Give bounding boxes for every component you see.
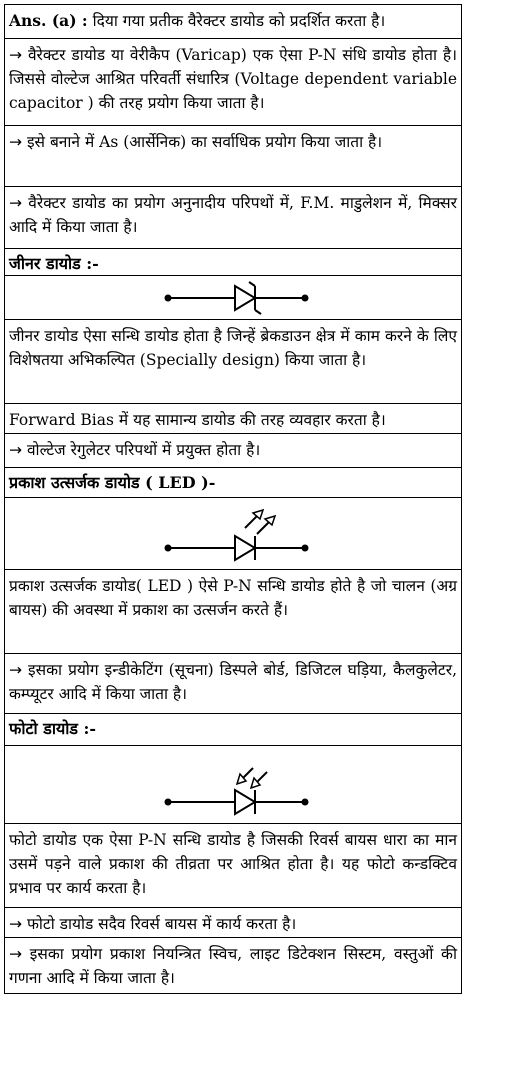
photo-heading: फोटो डायोड :- (9, 719, 97, 738)
led-heading-row (5, 467, 461, 496)
varactor-para-2 (9, 130, 457, 154)
arrow-icon: → (9, 915, 22, 933)
photo-para-1: फोटो डायोड एक ऐसा P-N सन्धि डायोड है जिसकी रिवर्स बायस धारा का मान उसमें पड़ने वाले प्रकाश की तीव्रता पर आश्रित होता है। यह फोटो कन्डक्टिव प्रभाव पर कार्य करता है। (9, 831, 457, 897)
answer-line (9, 9, 457, 33)
zener-para-2: Forward Bias में यह सामान्य डायोड की तरह व्यवहार करता है। (9, 411, 386, 429)
photo-row-3 (5, 937, 461, 992)
zener-heading-row (5, 248, 461, 277)
led-row-1 (5, 569, 461, 624)
photo-para-3 (9, 942, 457, 990)
varactor-para-3 (9, 191, 457, 239)
varactor-row-3 (5, 186, 461, 241)
led-para-1: प्रकाश उत्सर्जक डायोड( LED ) ऐसे P-N सन्धि डायोड होते है जो चालन (अग्र बायस) की अवस्था में प्रकाश का उत्सर्जन करते हैं। (9, 577, 457, 619)
answer-text: दिया गया प्रतीक वैरेक्टर डायोड को प्रदर्शित करता है। (87, 12, 386, 30)
photo-text-3: इसका प्रयोग प्रकाश नियन्त्रित स्विच, लाइट डिटेक्शन सिस्टम, वस्तुओं की गणना आदि में किया जाता है। (9, 945, 457, 987)
varactor-row-1 (5, 38, 461, 117)
arrow-icon: → (9, 441, 22, 459)
zener-row-1 (5, 319, 461, 374)
photo-row-1 (5, 823, 461, 902)
varactor-text-2: इसे बनाने में As (आर्सेनिक) का सर्वाधिक प्रयोग किया जाता है। (26, 133, 383, 151)
arrow-icon: → (9, 661, 22, 679)
arrow-icon: → (9, 46, 22, 64)
varactor-text-3: वैरेक्टर डायोड का प्रयोग अनुनादीय परिपथों में, F.M. माडुलेशन में, मिक्सर आदि में किया जाता है। (9, 194, 457, 236)
led-symbol-row (5, 497, 461, 569)
zener-heading: जीनर डायोड :- (9, 254, 99, 273)
answer-row (5, 5, 461, 35)
arrow-icon: → (9, 194, 22, 212)
zener-para-1: जीनर डायोड ऐसा सन्धि डायोड होता है जिन्हें ब्रेकडाउन क्षेत्र में काम करने के लिए विशेषतया अभिकल्पित (Specially design) किया जाता है। (9, 327, 457, 369)
photo-para-2 (9, 912, 457, 936)
answer-box (4, 4, 462, 994)
photo-symbol-row (5, 745, 461, 823)
led-row-2 (5, 653, 461, 708)
zener-text-3: वोल्टेज रेगुलेटर परिपथों में प्रयुक्त होता है। (26, 441, 261, 459)
zener-diode-symbol-icon (5, 276, 461, 320)
arrow-icon: → (9, 133, 22, 151)
varactor-text-1: वैरेक्टर डायोड या वेरीकैप (Varicap) एक ऐसा P-N संधि डायोड होता है। जिससे वोल्टेज आश्रित परिवर्ती संधारित्र (Voltage dependent variable capacitor ) की तरह प्रयोग किया जाता है। (9, 46, 458, 112)
photo-text-2: फोटो डायोड सदैव रिवर्स बायस में कार्य करता है। (26, 915, 297, 933)
led-text-2: इसका प्रयोग इन्डीकेटिंग (सूचना) डिस्पले बोर्ड, डिजिटल घड़िया, कैलकुलेटर, कम्प्यूटर आदि में किया जाता है। (9, 661, 457, 703)
answer-label: Ans. (a) : (9, 11, 88, 30)
led-para-2 (9, 658, 457, 706)
photo-row-2 (5, 907, 461, 938)
photodiode-symbol-icon (5, 746, 461, 824)
varactor-row-2 (5, 125, 461, 156)
photo-heading-row (5, 713, 461, 742)
led-heading: प्रकाश उत्सर्जक डायोड ( LED )- (9, 473, 216, 492)
zener-symbol-row (5, 275, 461, 319)
zener-para-3 (9, 438, 457, 462)
arrow-icon: → (9, 945, 22, 963)
zener-row-3 (5, 433, 461, 464)
led-symbol-icon (5, 498, 461, 570)
varactor-para-1 (9, 43, 457, 115)
zener-row-2 (5, 403, 461, 434)
